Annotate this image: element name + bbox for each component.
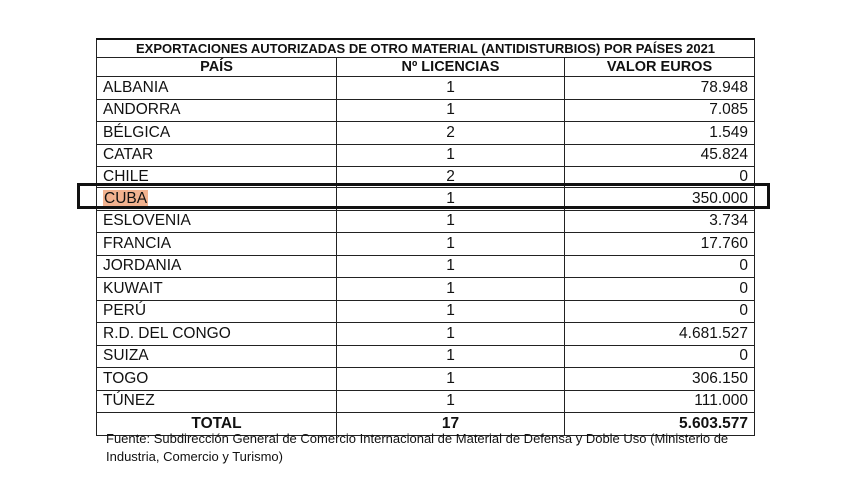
licenses-cell: 1 (337, 77, 565, 100)
table-row (97, 300, 755, 323)
table-row (97, 390, 755, 413)
table-row (97, 77, 755, 100)
header-country: PAÍS (97, 58, 337, 77)
country-cell: JORDANIA (97, 255, 337, 278)
header-licenses: Nº LICENCIAS (337, 58, 565, 77)
table-title: EXPORTACIONES AUTORIZADAS DE OTRO MATERIAL (ANTIDISTURBIOS) POR PAÍSES 2021 (97, 39, 755, 58)
value-cell: 1.549 (565, 122, 755, 145)
header-value: VALOR EUROS (565, 58, 755, 77)
value-cell: 0 (565, 255, 755, 278)
table-row (97, 167, 755, 188)
country-cell: BÉLGICA (97, 122, 337, 145)
country-cell: TÚNEZ (97, 390, 337, 413)
country-cell: ESLOVENIA (97, 210, 337, 233)
table-row (97, 99, 755, 122)
total-label: TOTAL (97, 413, 337, 436)
value-cell: 45.824 (565, 144, 755, 167)
licenses-cell: 1 (337, 233, 565, 256)
source-note: Fuente: Subdirección General de Comercio Internacional de Material de Defensa y Doble Uso (Ministerio de Industria, Comercio y Turismo) (106, 431, 729, 464)
table-row (97, 144, 755, 167)
table-row (97, 255, 755, 278)
country-cell: SUIZA (97, 345, 337, 368)
value-cell: 3.734 (565, 210, 755, 233)
country-cell: CHILE (97, 167, 337, 188)
value-cell: 306.150 (565, 368, 755, 391)
table-row (97, 278, 755, 301)
licenses-cell: 1 (337, 144, 565, 167)
exports-table (96, 38, 755, 436)
licenses-cell: 2 (337, 167, 565, 188)
value-cell: 7.085 (565, 99, 755, 122)
value-cell: 0 (565, 278, 755, 301)
value-cell: 350.000 (565, 188, 755, 211)
country-cell: PERÚ (97, 300, 337, 323)
total-value: 5.603.577 (565, 413, 755, 436)
country-cell: ANDORRA (97, 99, 337, 122)
value-cell: 4.681.527 (565, 323, 755, 346)
country-cell: ALBANIA (97, 77, 337, 100)
licenses-cell: 1 (337, 278, 565, 301)
licenses-cell: 1 (337, 255, 565, 278)
country-cell (97, 188, 337, 211)
value-cell: 111.000 (565, 390, 755, 413)
licenses-cell: 1 (337, 345, 565, 368)
licenses-cell: 1 (337, 99, 565, 122)
value-cell: 0 (565, 300, 755, 323)
document-page (96, 38, 754, 436)
licenses-cell: 1 (337, 368, 565, 391)
licenses-cell: 1 (337, 210, 565, 233)
country-cell: TOGO (97, 368, 337, 391)
licenses-cell: 2 (337, 122, 565, 145)
table-row (97, 122, 755, 145)
table-row (97, 345, 755, 368)
table-row (97, 323, 755, 346)
value-cell: 0 (565, 167, 755, 188)
value-cell: 17.760 (565, 233, 755, 256)
country-cell: KUWAIT (97, 278, 337, 301)
licenses-cell: 1 (337, 300, 565, 323)
value-cell: 78.948 (565, 77, 755, 100)
country-cell: CATAR (97, 144, 337, 167)
table-row (97, 210, 755, 233)
licenses-cell: 1 (337, 323, 565, 346)
licenses-cell: 1 (337, 390, 565, 413)
licenses-cell: 1 (337, 188, 565, 211)
highlighted-country: CUBA (104, 189, 148, 207)
value-cell: 0 (565, 345, 755, 368)
table-row (97, 368, 755, 391)
table-row (97, 233, 755, 256)
total-licenses: 17 (337, 413, 565, 436)
country-cell: R.D. DEL CONGO (97, 323, 337, 346)
table-row-highlighted (97, 188, 755, 211)
country-cell: FRANCIA (97, 233, 337, 256)
